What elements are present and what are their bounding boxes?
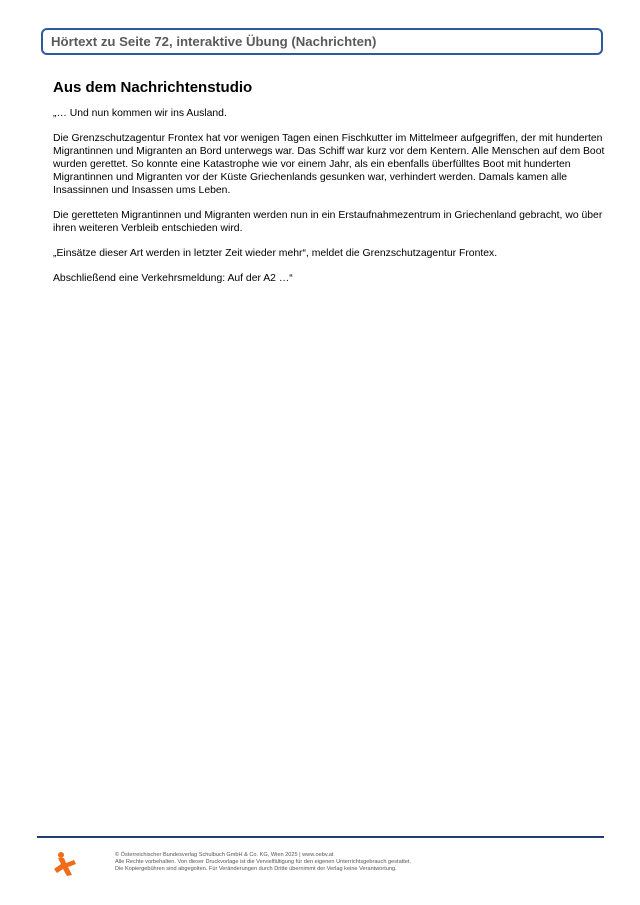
paragraph-quote: „Einsätze dieser Art werden in letzter Zeit wieder mehr“, meldet die Grenzschutzagentur Frontex. bbox=[53, 248, 498, 259]
footer-divider bbox=[37, 836, 604, 838]
header-box bbox=[41, 28, 603, 55]
footer-copyright bbox=[115, 852, 411, 874]
publisher-logo-icon bbox=[52, 851, 78, 877]
footer-line-1: © Österreichischer Bundesverlag Schulbuch GmbH & Co. KG, Wien 2025 | www.oebv.at bbox=[115, 852, 334, 858]
paragraph-intro: „… Und nun kommen wir ins Ausland. bbox=[53, 108, 227, 119]
paragraph-frontex: Die Grenzschutzagentur Frontex hat vor wenigen Tagen einen Fischkutter im Mittelmeer aufgegriffen, der mit hunderten Migrantinnen und Migranten an Bord unterwegs war. Das Schiff war kurz vor dem Kentern. Alle Menschen auf dem Boot wurden gerettet. So konnte eine Katastrophe wie vor einem Jahr, als ein ebenfalls überfülltes Boot mit hunderten Migrantinnen und Migranten vor der Küste Griechenlands gesunken war, verhindert werden. Damals kamen alle Insassinnen und Insassen ums Leben. bbox=[53, 133, 605, 196]
footer-line-2: Alle Rechte vorbehalten. Von dieser Druckvorlage ist die Vervielfältigung für den eigenen Unterrichtsgebrauch gestattet. bbox=[115, 859, 412, 866]
paragraph-verkehr: Abschließend eine Verkehrsmeldung: Auf der A2 …“ bbox=[53, 273, 293, 284]
document-title: Aus dem Nachrichtenstudio bbox=[53, 79, 253, 96]
document-content bbox=[53, 79, 605, 297]
paragraph-erstaufnahme: Die geretteten Migrantinnen und Migranten werden nun in ein Erstaufnahmezentrum in Griechenland gebracht, wo über ihren weiteren Verbleib entschieden wird. bbox=[53, 210, 603, 234]
header-title: Hörtext zu Seite 72, interaktive Übung (Nachrichten) bbox=[51, 34, 377, 49]
footer-line-3: Die Kopiergebühren sind abgegolten. Für Veränderungen durch Dritte übernimmt der Verlag keine Verantwortung. bbox=[115, 866, 397, 873]
